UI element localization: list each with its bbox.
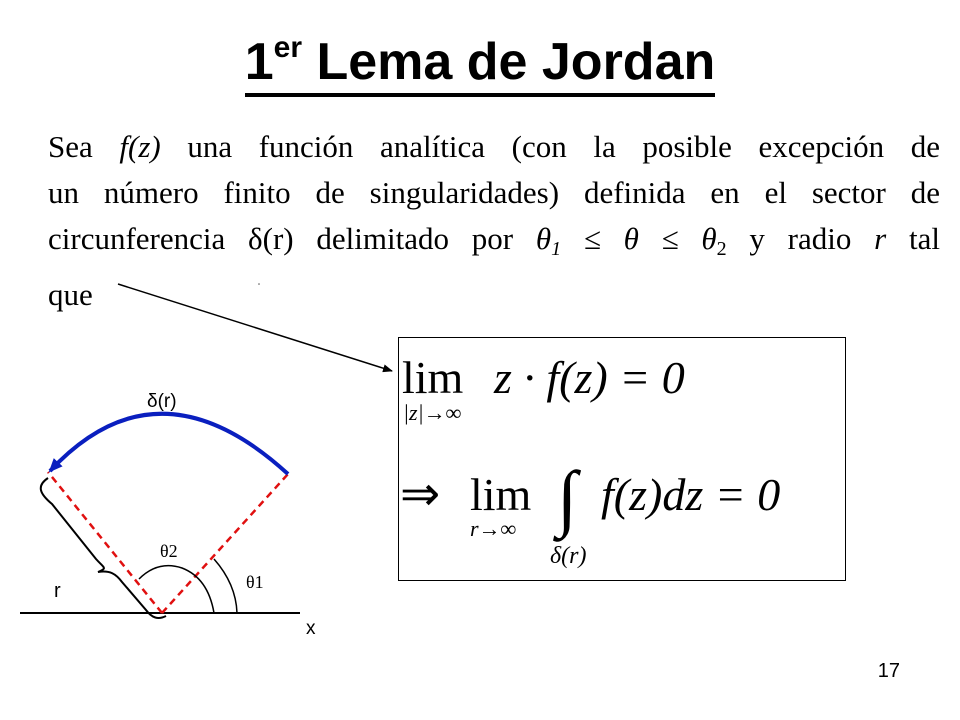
integral-sign: ∫ — [557, 457, 578, 539]
lim-subscript-2: r→∞ — [470, 516, 517, 541]
stray-dot — [258, 283, 260, 285]
statement-text: tal — [886, 221, 940, 256]
arc-label: δ(r) — [147, 391, 177, 412]
lim-subscript-1: |z|→∞ — [403, 400, 462, 425]
sector-diagram — [20, 391, 316, 639]
statement-text: circunferencia δ(r) delimitado por — [48, 221, 536, 256]
equation-1: z · f(z) = 0 — [494, 352, 685, 403]
theta1-label: θ1 — [246, 572, 264, 592]
equation-2: f(z)dz = 0 — [601, 469, 781, 520]
function-fz: f(z) — [119, 129, 161, 164]
theta1-subscript: 1 — [551, 238, 562, 260]
integral-subscript: δ(r) — [550, 543, 587, 569]
statement-text: y radio — [726, 221, 875, 256]
radius-line-theta1 — [162, 474, 288, 613]
theta1-symbol: θ — [535, 221, 552, 256]
title-text: Lema de Jordan — [316, 33, 716, 91]
radius-label: r — [54, 580, 61, 602]
lim-operator-2: lim — [470, 469, 532, 520]
circle-sector-arc — [50, 414, 288, 474]
statement-text: una función analítica (con la posible excepción de — [160, 129, 941, 164]
statement-text: Sea — [48, 129, 120, 164]
x-axis-label: x — [306, 618, 316, 639]
theta2-subscript: 2 — [716, 238, 727, 260]
formula-line-1 — [402, 352, 685, 425]
statement-line-4: que — [48, 277, 93, 312]
theta2-symbol: θ — [701, 221, 717, 256]
formula-line-2 — [400, 457, 780, 569]
title-number: 1 — [244, 33, 274, 91]
theta2-label: θ2 — [160, 541, 178, 561]
pointer-arrow — [118, 284, 392, 371]
angle-arc-theta2 — [139, 566, 214, 613]
radius-line-theta2 — [48, 472, 162, 613]
implies-arrow: ⇒ — [400, 468, 441, 521]
page-number: 17 — [877, 660, 900, 682]
radius-symbol: r — [874, 221, 887, 256]
title-superscript: er — [273, 31, 303, 64]
statement-line-2: un número finito de singularidades) definida en el sector de — [48, 175, 940, 210]
angle-arc-theta1 — [214, 559, 237, 613]
inequality-text: ≤ θ ≤ — [561, 221, 702, 256]
lim-operator-1: lim — [402, 352, 464, 403]
